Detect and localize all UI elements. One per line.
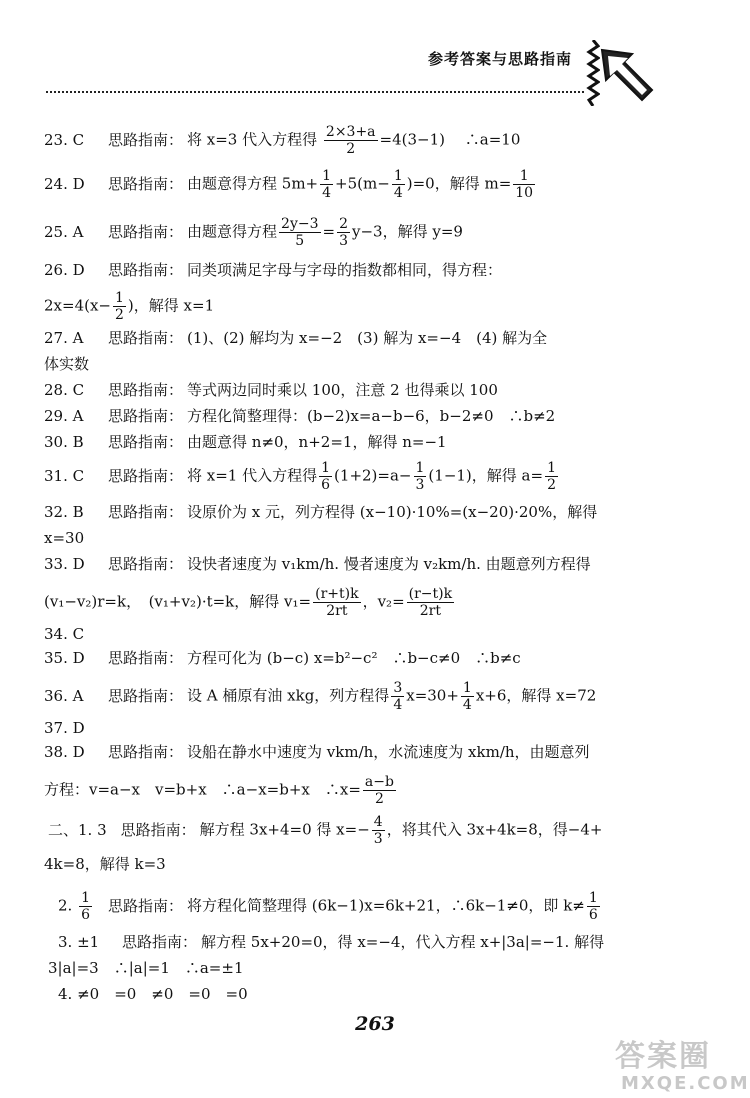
fraction: $\frac{a-b}{2}$ xyxy=(364,774,394,807)
fraction: $\frac{1}{3}$ xyxy=(415,460,425,493)
fraction: $\frac{2y-3}{5}$ xyxy=(281,216,319,249)
arrow-icon xyxy=(598,46,656,106)
answer-23: 23. C 思路指南： 将 x=3 代入方程得 $\frac{2\times 3+a}{2}$ =4(3−1) ∴a=10 xyxy=(44,124,521,157)
header-title: 参考答案与思路指南 xyxy=(428,50,573,68)
fraction: $\frac{1}{2}$ xyxy=(115,290,124,323)
fraction: $\frac{1}{4}$ xyxy=(393,168,403,201)
section2-answer-4: 4. ≠0 =0 ≠0 =0 =0 xyxy=(58,985,248,1003)
fraction: $\frac{2}{3}$ xyxy=(339,216,348,249)
page-number: 263 xyxy=(355,1013,395,1035)
fraction: $\frac{1}{4}$ xyxy=(462,680,472,713)
answer-38-line-2: 方程：v=a−x v=b+x ∴a−x=b+x ∴x= $\frac{a-b}{2}$ xyxy=(44,774,394,807)
answer-31: 31. C 思路指南： 将 x=1 代入方程得 $\frac{1}{6}$ (1+2)=a− $\frac{1}{3}$ (1−1)，解得 a= $\frac{1}{2}$ xyxy=(44,460,556,493)
answer-26-line-2: 2x=4(x− $\frac{1}{2}$ )，解得 x=1 xyxy=(44,290,215,323)
fraction: $\frac{1}{6}$ xyxy=(81,890,91,923)
answer-33-line-2: (v₁−v₂)r=k， (v₁+v₂)·t=k，解得 v₁= $\frac{(r+t)k}{2rt}$ ，v₂= $\frac{(r-t)k}{2rt}$ xyxy=(44,586,453,619)
answer-36: 36. A 思路指南： 设 A 桶原有油 xkg，列方程得 $\frac{3}{4}$ x=30+ $\frac{1}{4}$ x+6，解得 x=72 xyxy=(44,680,597,713)
fraction: $\frac{(r+t)k}{2rt}$ xyxy=(315,586,359,619)
answer-27-line-2: 体实数 xyxy=(44,355,90,373)
fraction: $\frac{1}{6}$ xyxy=(588,890,598,923)
answer-30: 30. B 思路指南： 由题意得 n≠0，n+2=1，解得 n=−1 xyxy=(44,433,447,451)
fraction: $\frac{(r-t)k}{2rt}$ xyxy=(408,586,453,619)
section2-answer-3-line-2: 3|a|=3 ∴|a|=1 ∴a=±1 xyxy=(48,959,244,977)
answer-37: 37. D xyxy=(44,719,85,737)
fraction: $\frac{4}{3}$ xyxy=(373,814,383,847)
section2-answer-1: 二、1. 3 思路指南： 解方程 3x+4=0 得 x=− $\frac{4}{3}$ ，将其代入 3x+4k=8，得−4+ xyxy=(48,814,603,847)
answer-38: 38. D 思路指南： 设船在静水中速度为 vkm/h，水流速度为 xkm/h，由题意列 xyxy=(44,743,590,761)
answer-29: 29. A 思路指南： 方程化简整理得：(b−2)x=a−b−6，b−2≠0 ∴b≠2 xyxy=(44,407,556,425)
fraction: $\frac{3}{4}$ xyxy=(393,680,403,713)
section2-answer-1-line-2: 4k=8，解得 k=3 xyxy=(44,855,166,873)
section2-answer-3: 3. ±1 思路指南： 解方程 5x+20=0，得 x=−4，代入方程 x+|3a|=−1. 解得 xyxy=(58,933,605,951)
answer-32: 32. B 思路指南： 设原价为 x 元，列方程得 (x−10)·10%=(x−20)·20%，解得 xyxy=(44,503,598,521)
answer-32-line-2: x=30 xyxy=(44,529,85,547)
answer-27: 27. A 思路指南： (1)、(2) 解均为 x=−2 (3) 解为 x=−4 (4) 解为全 xyxy=(44,329,548,347)
answer-28: 28. C 思路指南： 等式两边同时乘以 100，注意 2 也得乘以 100 xyxy=(44,381,498,399)
section2-answer-2: 2. $\frac{1}{6}$ 思路指南： 将方程化简整理得 (6k−1)x=6k+21，∴6k−1≠0，即 k≠ $\frac{1}{6}$ xyxy=(58,890,598,923)
answer-24: 24. D 思路指南： 由题意得方程 5m+ $\frac{1}{4}$ +5(m− $\frac{1}{4}$ )=0，解得 m= $\frac{1}{10}$ xyxy=(44,168,534,201)
answer-34: 34. C xyxy=(44,625,85,643)
answer-35: 35. D 思路指南： 方程可化为 (b−c) x=b²−c² ∴b−c≠0 ∴b≠c xyxy=(44,649,521,667)
answer-33: 33. D 思路指南： 设快者速度为 v₁km/h. 慢者速度为 v₂km/h. 由题意列方程得 xyxy=(44,555,591,573)
answer-25: 25. A 思路指南： 由题意得方程 $\frac{2y-3}{5}$ = $\frac{2}{3}$ y−3，解得 y=9 xyxy=(44,216,463,249)
fraction: $\frac{1}{2}$ xyxy=(547,460,556,493)
fraction: $\frac{1}{4}$ xyxy=(322,168,332,201)
header-divider xyxy=(46,91,584,93)
answer-26: 26. D 思路指南： 同类项满足字母与字母的指数都相同，得方程： xyxy=(44,261,503,279)
fraction: $\frac{1}{6}$ xyxy=(321,460,331,493)
fraction: $\frac{1}{10}$ xyxy=(515,168,534,201)
watermark-logo: 答案圈 MXQE.COM xyxy=(615,1039,750,1094)
fraction: $\frac{2\times 3+a}{2}$ xyxy=(325,124,376,157)
